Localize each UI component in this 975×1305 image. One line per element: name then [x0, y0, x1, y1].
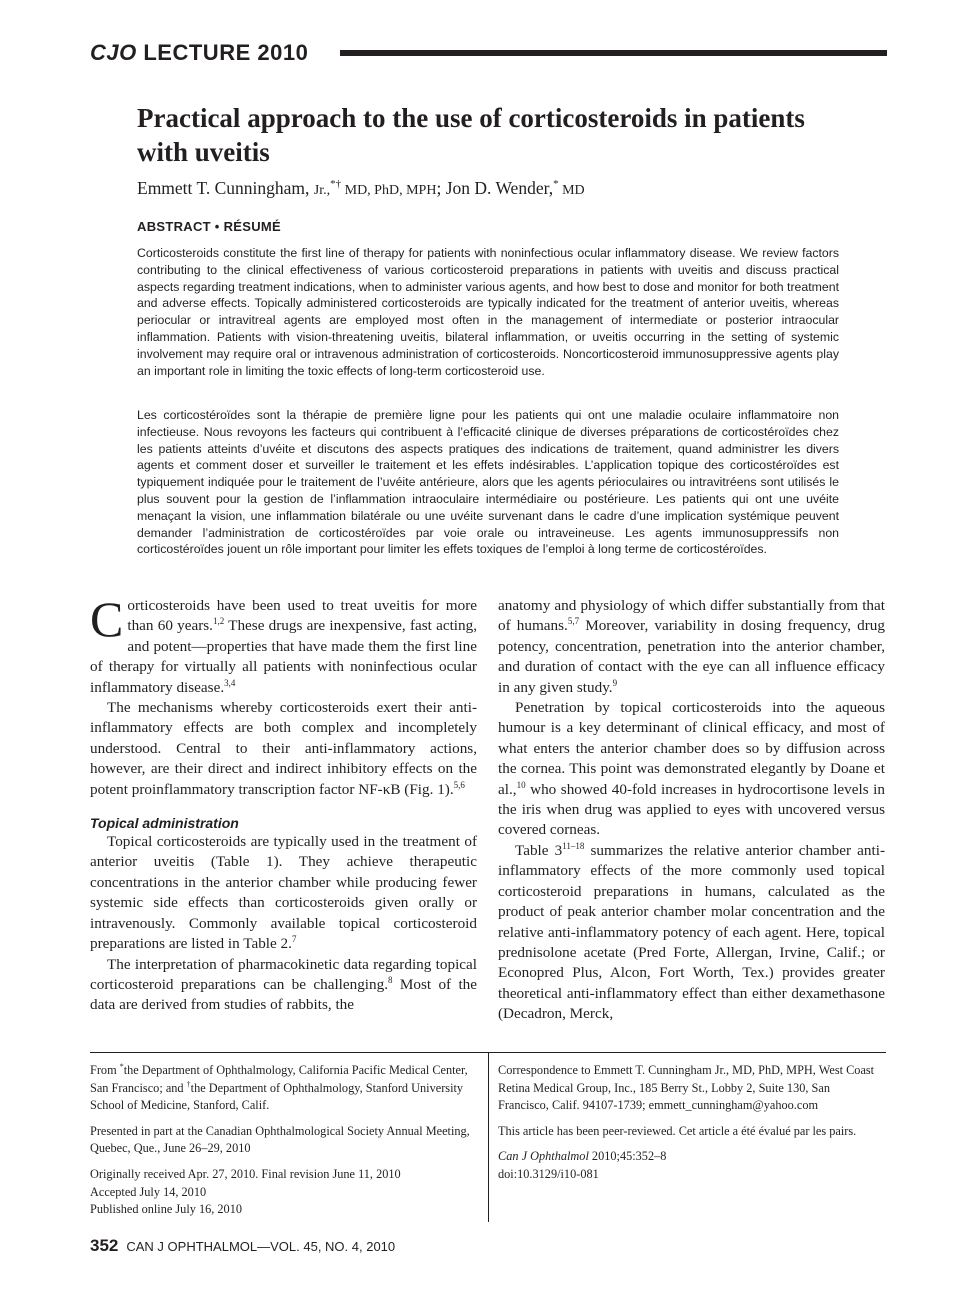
note-text: the Department of Ophthalmology, Stanford University School of Medicine, Stanford, Calif.	[90, 1080, 464, 1113]
paragraph-text: Most of the data are derived from studies of rabbits, the	[90, 975, 477, 1014]
received-date: Originally received Apr. 27, 2010. Final revision June 11, 2010	[90, 1166, 401, 1181]
citation-ref: 7	[291, 934, 297, 945]
author-1-degrees: MD, PhD, MPH	[341, 183, 437, 198]
paragraph-text: Table 3	[515, 841, 563, 859]
article-title: Practical approach to the use of corticosteroids in patients with uveitis	[137, 103, 805, 167]
author-1-affiliation-marks: *†	[330, 178, 342, 191]
affiliation-note	[90, 1062, 475, 1115]
drop-cap: C	[90, 591, 124, 647]
body-paragraph	[498, 596, 885, 698]
page-number: 352	[90, 1236, 119, 1255]
affiliation-mark: *	[119, 1061, 124, 1071]
author-list	[137, 178, 585, 199]
author-1-suffix: Jr.,	[313, 183, 331, 198]
body-column-right	[498, 596, 885, 1025]
history-note	[90, 1166, 475, 1219]
doi: doi:10.3129/i10-081	[498, 1166, 599, 1181]
body-column-left	[90, 591, 477, 1016]
kicker-journal-abbrev: CJO	[90, 40, 137, 65]
footnotes-left	[90, 1062, 475, 1227]
note-text: From	[90, 1063, 120, 1077]
footnotes-right	[498, 1062, 883, 1192]
abstract-french: Les corticostéroïdes sont la thérapie de première ligne pour les patients qui ont une maladie oculaire inflammatoire non infectieuse. Nous revoyons les facteurs qui contribuent à l’efficacité clinique de diverses préparations de corticostéroïdes chez les patients atteints d’uvéite et discutons des aspects pratiques des indications de traitement, quand administrer les divers agents et comment doser et surveiller le traitement et les effets indésirables. L’application topique des corticostéroïdes est typiquement indiquée pour le traitement de l’uvéite antérieure, alors que les agents périoculaires ou intravitréens sont utilisés le plus souvent pour la gestion de l’inflammation intraoculaire intermédiaire ou postérieure. Les patients qui ont une uvéite menaçant la vision, une inflammation bilatérale ou une uvéite survenant dans le cadre d’une implication systémique peuvent demander l’administration de corticostéroïdes par voie orale ou intraveineuse. Les agents immunosuppressifs non corticostéroïdes jouent un rôle important pour limiter les effets toxiques de l’emploi à long terme de corticostéroïdes.	[137, 408, 839, 557]
paragraph-text: Topical corticosteroids are typically used in the treatment of anterior uveitis (Table 1). They achieve therapeutic concentrations in the anterior chamber while producing fewer systemic side effects than corticosteroids given orally or intravenously. Commonly available topical corticosteroid preparations are listed in Table 2.	[90, 833, 477, 953]
peer-review-note: This article has been peer-reviewed. Cet article a été évalué par les pairs.	[498, 1123, 857, 1138]
published-date: Published online July 16, 2010	[90, 1202, 243, 1217]
body-paragraph	[498, 698, 885, 841]
paragraph-text: The interpretation of pharmacokinetic data regarding topical corticosteroid preparations can be challenging.	[90, 955, 477, 993]
abstract-english: Corticosteroids constitute the first line of therapy for patients with noninfectious ocular inflammatory disease. We review factors contributing to the clinical effectiveness of various corticosteroid preparations in patients with uveitis and discuss practical aspects regarding treatment indications, when to administer various agents, and how best to dose and monitor for both treatment and adverse effects. Topically administered corticosteroids are typically indicated for the treatment of anterior uveitis, whereas periocular or intravitreal agents are employed most often in the management of intermediate or posterior intraocular inflammation. Patients with vision-threatening uveitis, bilateral inflammation, or uveitis occurring in the setting of systemic involvement may require oral or intravenous administration of corticosteroids. Noncorticosteroid immunosuppressive agents play an important role in limiting the toxic effects of long-term corticosteroid use.	[137, 246, 839, 378]
paragraph-text: These drugs are inexpensive, fast acting, and potent—properties that have made them the first line of therapy for virtually all patients with noninfectious ocular inflammatory disease.	[90, 617, 477, 696]
lecture-kicker	[90, 40, 308, 66]
presented-note: Presented in part at the Canadian Ophthalmological Society Annual Meeting, Quebec, Que., June 26–29, 2010	[90, 1123, 470, 1156]
citation-volume: 2010;45:352–8	[588, 1149, 667, 1164]
paragraph-text: Penetration by topical corticosteroids into the aqueous humour is a key determinant of clinical efficacy, and most of what enters the anterior chamber does so by diffusion across the cornea. This point was demonstrated elegantly by Doane et al.,	[498, 699, 885, 798]
accepted-date: Accepted July 14, 2010	[90, 1184, 207, 1199]
author-2-affiliation-marks: *	[553, 178, 559, 191]
citation-ref: 9	[612, 677, 618, 688]
citation-ref: 3,4	[224, 677, 236, 688]
note-text: the Department of Ophthalmology, California Pacific Medical Center, San Francisco; and	[90, 1063, 468, 1095]
journal-issue: CAN J OPHTHALMOL—VOL. 45, NO. 4, 2010	[126, 1239, 396, 1254]
page-footer	[90, 1236, 395, 1256]
footnote-divider	[488, 1052, 489, 1222]
citation-ref: 11–18	[562, 840, 585, 851]
author-separator: ;	[436, 178, 446, 198]
citation-ref: 8	[388, 974, 393, 985]
author-2-degrees: MD	[558, 183, 585, 198]
author-1-name: Emmett T. Cunningham,	[137, 178, 314, 198]
citation-ref: 1,2	[212, 616, 225, 627]
body-paragraph	[90, 832, 477, 954]
affiliation-mark: †	[186, 1079, 191, 1089]
header-rule	[340, 50, 887, 56]
body-paragraph	[90, 591, 477, 698]
header-banner	[90, 40, 887, 70]
correspondence-note: Correspondence to Emmett T. Cunningham Jr., MD, PhD, MPH, West Coast Retina Medical Group, Inc., 185 Berry St., Lobby 2, Suite 130, San Francisco, Calif. 94107-1739; emmett_cunningham@yahoo.com	[498, 1063, 875, 1113]
paragraph-text: anatomy and physiology of which differ substantially from that of humans.	[498, 597, 885, 635]
kicker-label: LECTURE 2010	[136, 40, 309, 65]
body-paragraph	[90, 955, 477, 1016]
abstract-heading: ABSTRACT • RÉSUMÉ	[137, 219, 281, 234]
section-heading: Topical administration	[90, 815, 239, 832]
paragraph-text: Moreover, variability in dosing frequency, drug potency, concentration, penetration into the anterior chamber, and duration of contact with the eye can all influence efficacy in any given study.	[498, 617, 885, 696]
citation-ref: 5,6	[453, 779, 465, 790]
citation-ref: 10	[516, 779, 526, 790]
paragraph-text: The mechanisms whereby corticosteroids exert their anti-inflammatory effects are both complex and incompletely understood. Central to their anti-inflammatory actions, however, are their direct and indirect inhibitory effects on the potent proinflammatory transcription factor NF-κB (Fig. 1).	[90, 699, 477, 798]
body-paragraph	[498, 841, 885, 1025]
paragraph-text: summarizes the relative anterior chamber anti-inflammatory effects of the more commonly used topical corticosteroid preparations in humans, calculated as the product of peak anterior chamber molar concentration and the relative anti-inflammatory potency of each agent. Here, topical prednisolone acetate (Pred Forte, Allergan, Irvine, Calif.; or Econopred Plus, Alcon, Fort Worth, Tex.) provides greater theoretical anti-inflammatory effect than either dexamethasone (Decadron, Merck,	[498, 841, 885, 1023]
citation-ref: 5,7	[567, 616, 580, 627]
author-2-name: Jon D. Wender,	[445, 178, 554, 198]
paragraph-text: who showed 40-fold increases in hydrocortisone levels in the iris when drug was applied to eyes with uncovered versus covered corneas.	[498, 780, 885, 839]
citation-journal: Can J Ophthalmol	[498, 1149, 589, 1164]
paragraph-text: orticosteroids have been used to treat uveitis for more than 60 years.	[127, 597, 477, 635]
body-paragraph	[90, 698, 477, 800]
citation-note	[498, 1148, 883, 1183]
